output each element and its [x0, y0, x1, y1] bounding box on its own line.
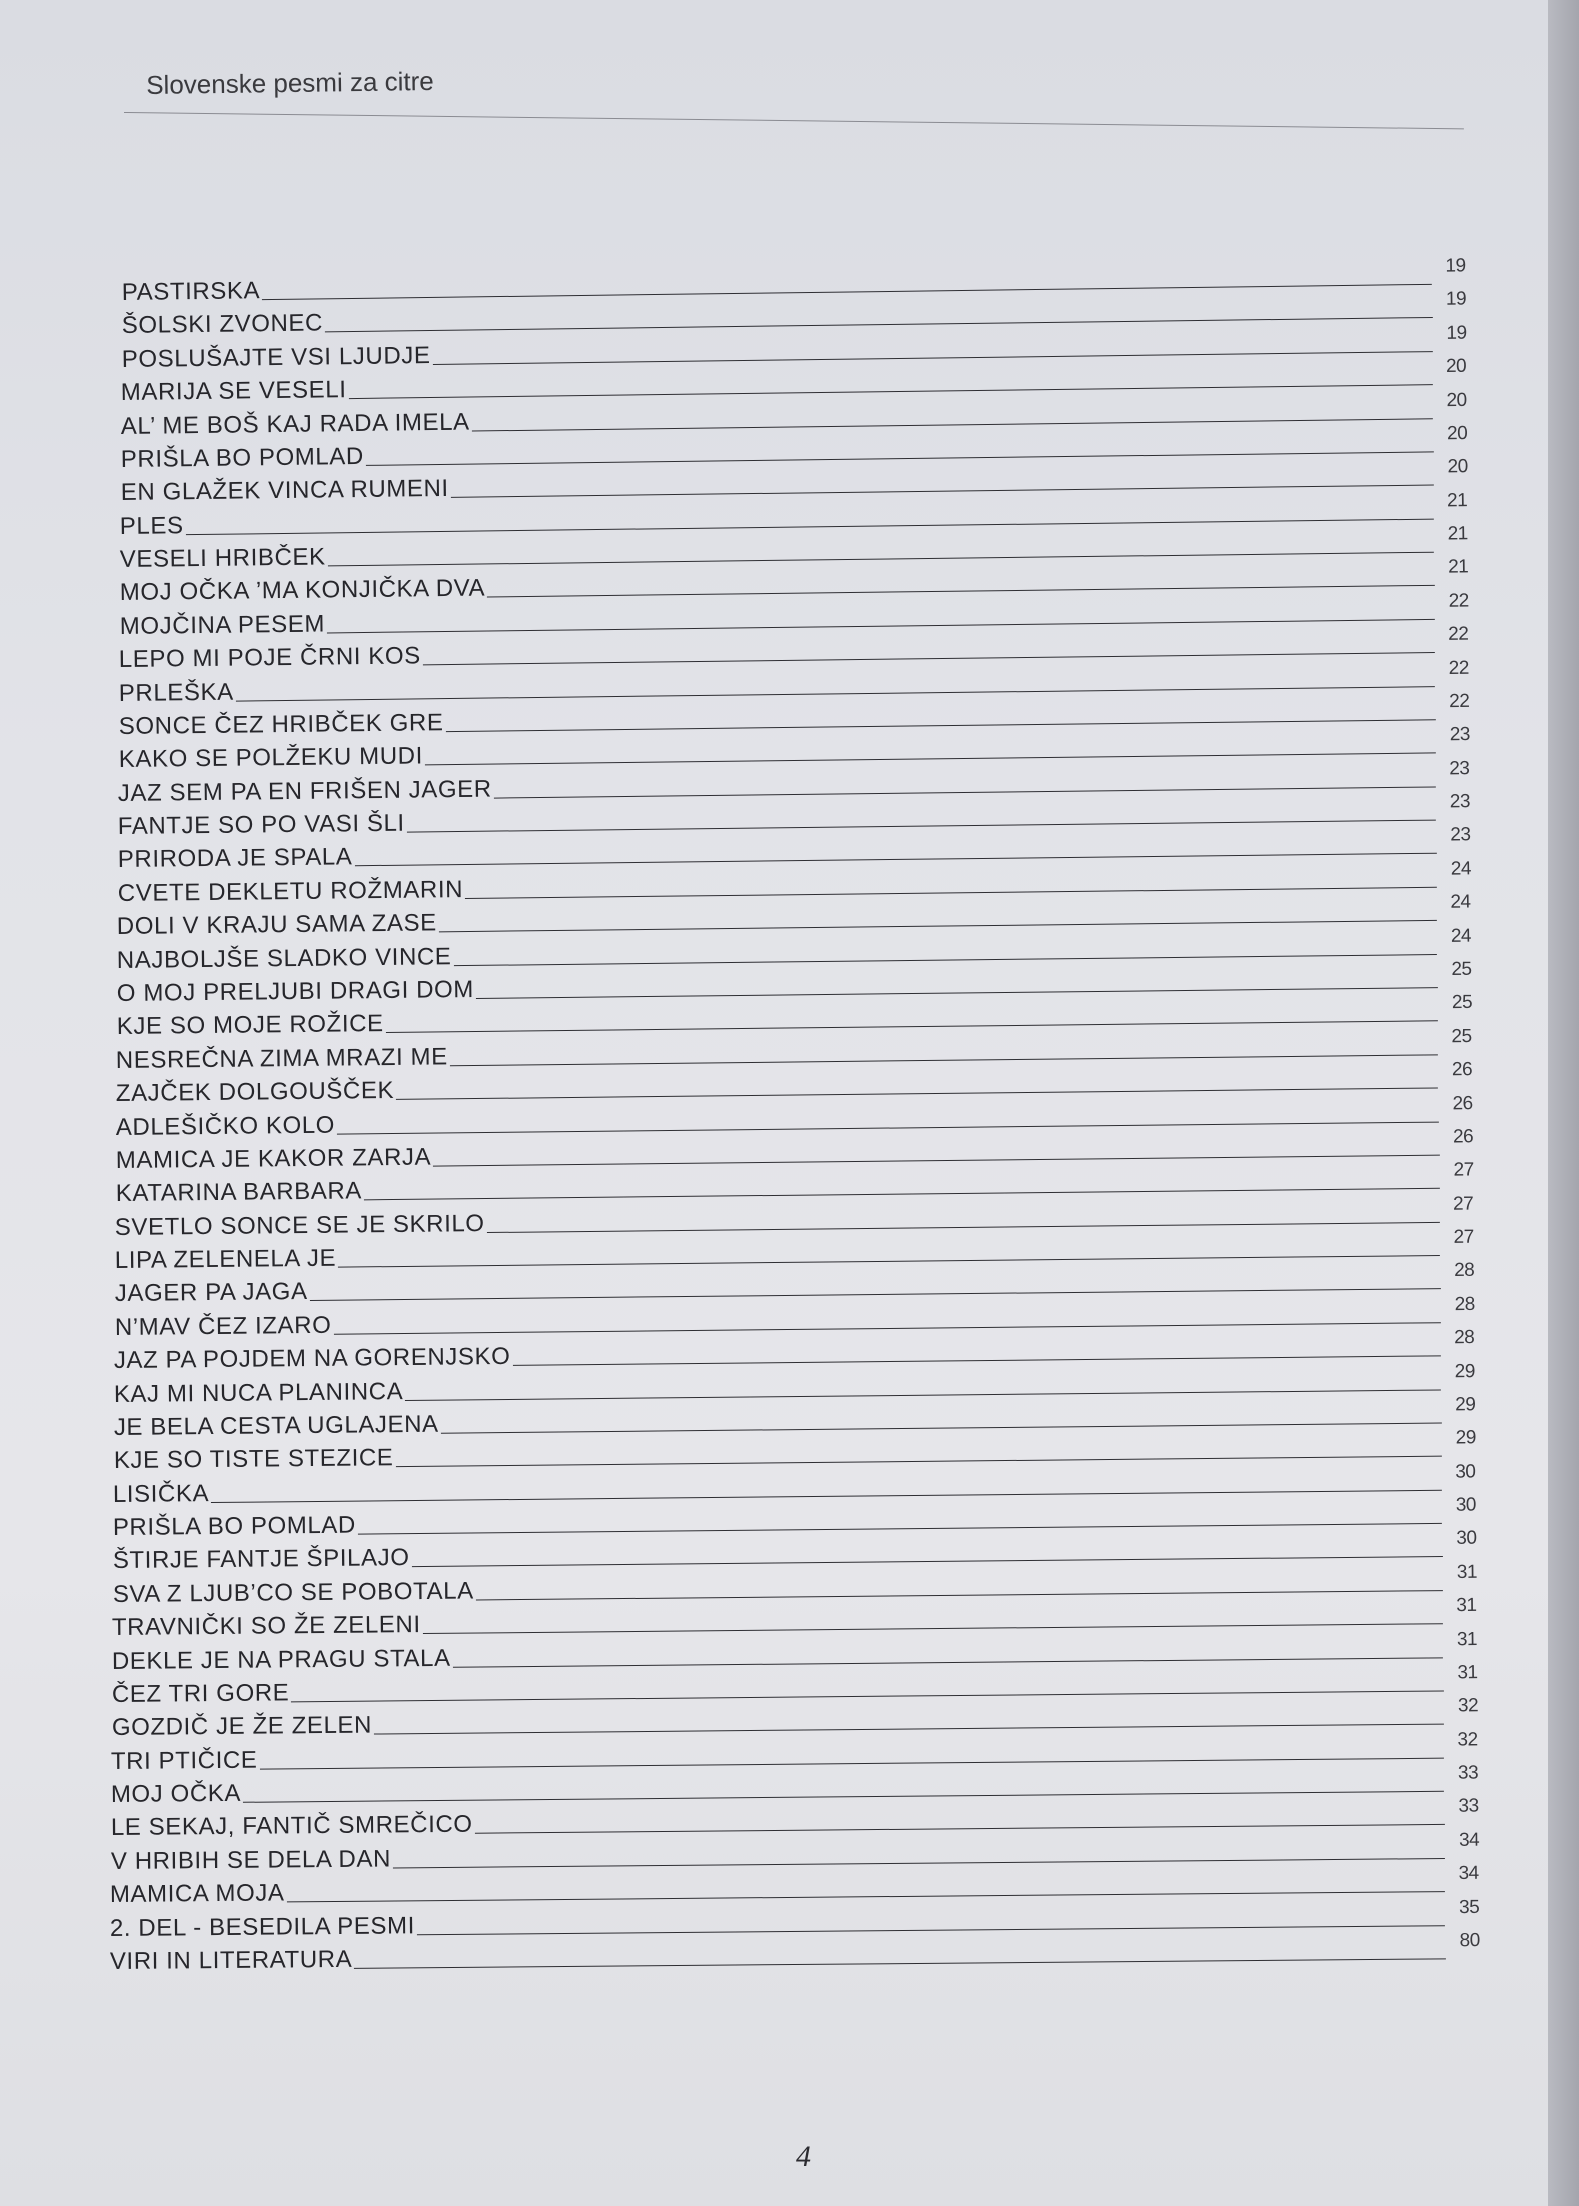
- toc-entry-page: 29: [1455, 1427, 1476, 1449]
- toc-entry-title: TRI PTIČICE: [111, 1746, 259, 1775]
- toc-entry-page: 22: [1448, 623, 1469, 646]
- toc-entry-page: 33: [1458, 1796, 1479, 1818]
- toc-entry-title: MOJ OČKA ’MA KONJIČKA DVA: [119, 574, 486, 607]
- toc-entry-title: TRAVNIČKI SO ŽE ZELENI: [112, 1611, 422, 1642]
- toc-entry-title: DOLI V KRAJU SAMA ZASE: [117, 909, 438, 941]
- toc-entry-title: KAJ MI NUCA PLANINCA: [113, 1377, 404, 1408]
- toc-entry-title: PASTIRSKA: [121, 277, 261, 306]
- toc-entry-title: MOJČINA PESEM: [119, 610, 325, 640]
- page-number: 4: [796, 2140, 811, 2173]
- toc-entry-page: 27: [1453, 1226, 1474, 1248]
- toc-entry-page: 20: [1446, 355, 1467, 378]
- toc-entry-title: VESELI HRIBČEK: [119, 543, 326, 574]
- toc-entry-title: VIRI IN LITERATURA: [109, 1945, 353, 1975]
- toc-entry-page: 28: [1453, 1260, 1475, 1282]
- toc-entry-page: 34: [1458, 1863, 1480, 1885]
- toc-entry-title: ČEZ TRI GORE: [111, 1679, 290, 1708]
- toc-entry-page: 29: [1454, 1360, 1476, 1382]
- toc-entry-page: 20: [1446, 389, 1467, 411]
- toc-entry-title: NESREČNA ZIMA MRAZI ME: [116, 1043, 449, 1074]
- toc-entry-title: N’MAV ČEZ IZARO: [114, 1311, 332, 1341]
- toc-entry-page: 22: [1448, 657, 1470, 679]
- toc-entry-page: 28: [1454, 1327, 1475, 1349]
- toc-entry-title: LE SEKAJ, FANTIČ SMREČICO: [110, 1811, 473, 1842]
- toc-entry-title: ŠOLSKI ZVONEC: [121, 309, 323, 340]
- toc-entry-page: 32: [1457, 1729, 1479, 1751]
- toc-entry-title: V HRIBIH SE DELA DAN: [110, 1845, 391, 1875]
- toc-entry-page: 26: [1452, 1126, 1474, 1148]
- toc-entry-page: 25: [1451, 1025, 1473, 1047]
- toc-entry-title: DEKLE JE NA PRAGU STALA: [111, 1644, 451, 1675]
- toc-entry-page: 24: [1450, 925, 1472, 947]
- toc-entry-title: ŠTIRJE FANTJE ŠPILAJO: [112, 1544, 410, 1575]
- toc-entry-page: 23: [1450, 824, 1471, 846]
- toc-entry-page: 80: [1459, 1930, 1480, 1952]
- toc-entry-page: 33: [1458, 1762, 1479, 1784]
- book-spine-edge: [1548, 0, 1579, 2206]
- toc-entry-page: 31: [1456, 1628, 1478, 1650]
- toc-entry-page: 27: [1453, 1193, 1474, 1215]
- toc-entry-page: 34: [1458, 1829, 1479, 1851]
- toc-entry-title: PRLEŠKA: [118, 678, 235, 707]
- toc-entry-page: 26: [1452, 1092, 1473, 1114]
- toc-entry-page: 20: [1446, 456, 1468, 478]
- toc-entry-page: 19: [1445, 322, 1467, 344]
- toc-entry-title: LISIČKA: [113, 1479, 210, 1508]
- toc-entry-title: JE BELA CESTA UGLAJENA: [113, 1410, 439, 1441]
- toc-entry-page: 21: [1447, 489, 1468, 512]
- toc-entry-page: 26: [1452, 1059, 1473, 1081]
- toc-entry-title: GOZDIČ JE ŽE ZELEN: [111, 1711, 372, 1742]
- toc-entry-title: PRIŠLA BO POMLAD: [120, 442, 364, 473]
- toc-entry-page: 23: [1449, 791, 1471, 813]
- toc-entry-page: 31: [1457, 1662, 1478, 1684]
- toc-entry-page: 27: [1452, 1159, 1474, 1181]
- toc-entry-title: PRIRODA JE SPALA: [117, 843, 353, 874]
- toc-entry-page: 28: [1454, 1293, 1475, 1315]
- toc-entry-title: MOJ OČKA: [110, 1779, 242, 1809]
- toc-entry-page: 31: [1456, 1561, 1477, 1583]
- toc-entry-title: SONCE ČEZ HRIBČEK GRE: [118, 709, 444, 740]
- toc-entry-page: 24: [1450, 891, 1472, 913]
- toc-entry-title: KAKO SE POLŽEKU MUDI: [118, 742, 423, 774]
- toc-entry-title: POSLUŠAJTE VSI LJUDJE: [121, 341, 431, 373]
- toc-entry-title: KJE SO MOJE ROŽICE: [116, 1010, 384, 1041]
- toc-entry-title: JAGER PA JAGA: [114, 1278, 308, 1308]
- toc-entry-title: CVETE DEKLETU ROŽMARIN: [117, 875, 463, 907]
- toc-entry-title: MAMICA MOJA: [110, 1879, 286, 1909]
- toc-entry-page: 25: [1451, 958, 1472, 980]
- toc-entry-title: JAZ PA POJDEM NA GORENJSKO: [114, 1343, 511, 1375]
- toc-entry-page: 21: [1447, 556, 1469, 579]
- toc-entry-page: 22: [1448, 590, 1469, 612]
- toc-entry-title: 2. DEL - BESEDILA PESMI: [109, 1911, 416, 1942]
- toc-entry-title: ADLEŠIČKO KOLO: [115, 1111, 336, 1141]
- toc-entry-page: 23: [1449, 757, 1470, 780]
- toc-entry-page: 19: [1445, 255, 1466, 277]
- toc-entry-page: 25: [1451, 992, 1472, 1014]
- toc-entry-title: MARIJA SE VESELI: [120, 376, 347, 407]
- toc-leader-line: [354, 1958, 1446, 1969]
- toc-entry-page: 21: [1447, 523, 1468, 545]
- toc-entry-title: SVETLO SONCE SE JE SKRILO: [114, 1209, 486, 1241]
- toc-entry-title: EN GLAŽEK VINCA RUMENI: [120, 475, 449, 507]
- toc-entry-page: 22: [1448, 690, 1470, 713]
- toc-entry-page: 31: [1456, 1595, 1478, 1617]
- toc-entry-title: PLES: [119, 511, 185, 540]
- toc-entry-title: LIPA ZELENELA JE: [114, 1244, 337, 1275]
- toc-entry-page: 29: [1454, 1394, 1476, 1416]
- toc-entry-title: JAZ SEM PA EN FRIŠEN JAGER: [118, 775, 493, 807]
- toc-entry-page: 30: [1456, 1528, 1477, 1550]
- toc-entry-page: 30: [1455, 1494, 1477, 1516]
- toc-entry-title: SVA Z LJUB’CO SE POBOTALA: [112, 1577, 474, 1608]
- toc-entry-page: 20: [1446, 422, 1468, 445]
- toc-entry-page: 30: [1455, 1461, 1476, 1483]
- toc-entry-title: MAMICA JE KAKOR ZARJA: [115, 1143, 432, 1174]
- toc-entry-title: KATARINA BARBARA: [115, 1177, 362, 1208]
- toc-entry-page: 23: [1449, 724, 1470, 746]
- running-header: Slovenske pesmi za citre: [146, 65, 434, 100]
- toc-entry-title: O MOJ PRELJUBI DRAGI DOM: [116, 975, 475, 1007]
- toc-entry-title: PRIŠLA BO POMLAD: [112, 1511, 357, 1542]
- toc-entry-title: AL’ ME BOŠ KAJ RADA IMELA: [120, 408, 470, 440]
- toc-entry-page: 24: [1450, 858, 1471, 880]
- toc-entry-title: FANTJE SO PO VASI ŠLI: [117, 809, 406, 841]
- toc-entry-page: 19: [1445, 288, 1466, 311]
- toc-entry-page: 32: [1457, 1695, 1478, 1717]
- toc-entry-page: 35: [1459, 1896, 1480, 1918]
- toc-entry-title: KJE SO TISTE STEZICE: [113, 1444, 394, 1475]
- toc-entry-title: LEPO MI POJE ČRNI KOS: [119, 642, 422, 674]
- toc-entry-title: ZAJČEK DOLGOUŠČEK: [115, 1077, 395, 1108]
- toc-entry-title: NAJBOLJŠE SLADKO VINCE: [116, 942, 452, 974]
